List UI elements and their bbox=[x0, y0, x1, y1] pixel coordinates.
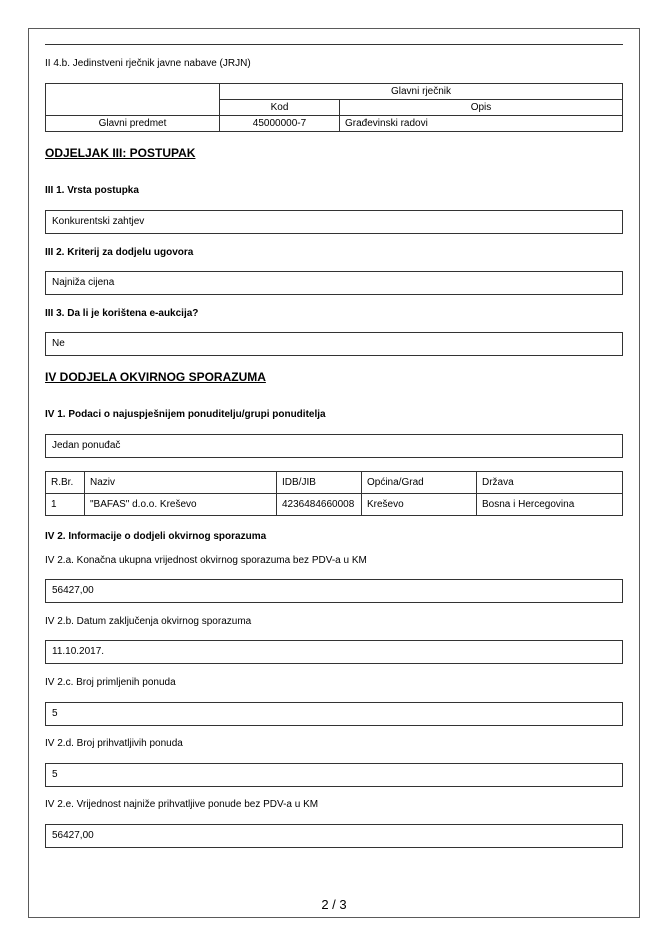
section4-q1-value: Jedan ponuđač bbox=[45, 434, 623, 458]
cpv-title: II 4.b. Jedinstveni rječnik javne nabave (JRJN) bbox=[45, 58, 251, 69]
top-divider bbox=[45, 44, 623, 45]
bidder-opcina: Kreševo bbox=[362, 494, 477, 516]
section3-q3-value: Ne bbox=[45, 332, 623, 356]
table-row bbox=[46, 494, 623, 516]
section4-q2b-value: 11.10.2017. bbox=[45, 640, 623, 664]
section3-q2-value: Najniža cijena bbox=[45, 271, 623, 295]
section4-q2c-label: IV 2.c. Broj primljenih ponuda bbox=[45, 677, 176, 688]
section3-q1-label: III 1. Vrsta postupka bbox=[45, 185, 139, 196]
cpv-col-code: Kod bbox=[220, 100, 340, 116]
section4-q2d-label: IV 2.d. Broj prihvatljivih ponuda bbox=[45, 738, 183, 749]
bidders-col-rbr: R.Br. bbox=[46, 472, 85, 494]
cpv-row-code: 45000000-7 bbox=[220, 116, 340, 132]
section4-q2c-value: 5 bbox=[45, 702, 623, 726]
bidders-col-idb: IDB/JIB bbox=[277, 472, 362, 494]
section4-q2-label: IV 2. Informacije o dodjeli okvirnog sporazuma bbox=[45, 531, 267, 542]
section4-q2d-value: 5 bbox=[45, 763, 623, 787]
section3-q2-label: III 2. Kriterij za dodjelu ugovora bbox=[45, 247, 194, 258]
cpv-col-desc: Opis bbox=[340, 100, 623, 116]
cpv-empty-cell bbox=[46, 84, 220, 116]
bidders-col-opcina: Općina/Grad bbox=[362, 472, 477, 494]
page-number: 2 / 3 bbox=[321, 897, 347, 912]
bidders-header-row bbox=[46, 472, 623, 494]
cpv-row-label: Glavni predmet bbox=[46, 116, 220, 132]
section3-heading: ODJELJAK III: POSTUPAK bbox=[45, 146, 196, 160]
bidders-col-drzava: Država bbox=[477, 472, 623, 494]
bidder-idb: 4236484660008 bbox=[277, 494, 362, 516]
bidder-naziv: "BAFAS" d.o.o. Kreševo bbox=[85, 494, 277, 516]
section4-q2a-value: 56427,00 bbox=[45, 579, 623, 603]
section4-q1-label: IV 1. Podaci o najuspješnijem ponuditelju/grupi ponuditelja bbox=[45, 409, 326, 420]
section3-q1-value: Konkurentski zahtjev bbox=[45, 210, 623, 234]
section4-q2e-value: 56427,00 bbox=[45, 824, 623, 848]
section4-q2a-label: IV 2.a. Konačna ukupna vrijednost okvirnog sporazuma bez PDV-a u KM bbox=[45, 555, 367, 566]
bidders-col-naziv: Naziv bbox=[85, 472, 277, 494]
bidder-drzava: Bosna i Hercegovina bbox=[477, 494, 623, 516]
section4-q2b-label: IV 2.b. Datum zaključenja okvirnog sporazuma bbox=[45, 616, 252, 627]
cpv-row-desc: Građevinski radovi bbox=[340, 116, 623, 132]
section4-q2e-label: IV 2.e. Vrijednost najniže prihvatljive ponude bez PDV-a u KM bbox=[45, 799, 319, 810]
cpv-table bbox=[45, 83, 623, 132]
bidders-table bbox=[45, 471, 623, 516]
bidder-rbr: 1 bbox=[46, 494, 85, 516]
section4-heading: IV DODJELA OKVIRNOG SPORAZUMA bbox=[45, 370, 266, 384]
section3-q3-label: III 3. Da li je korištena e-aukcija? bbox=[45, 308, 199, 319]
cpv-group-header: Glavni rječnik bbox=[220, 84, 623, 100]
